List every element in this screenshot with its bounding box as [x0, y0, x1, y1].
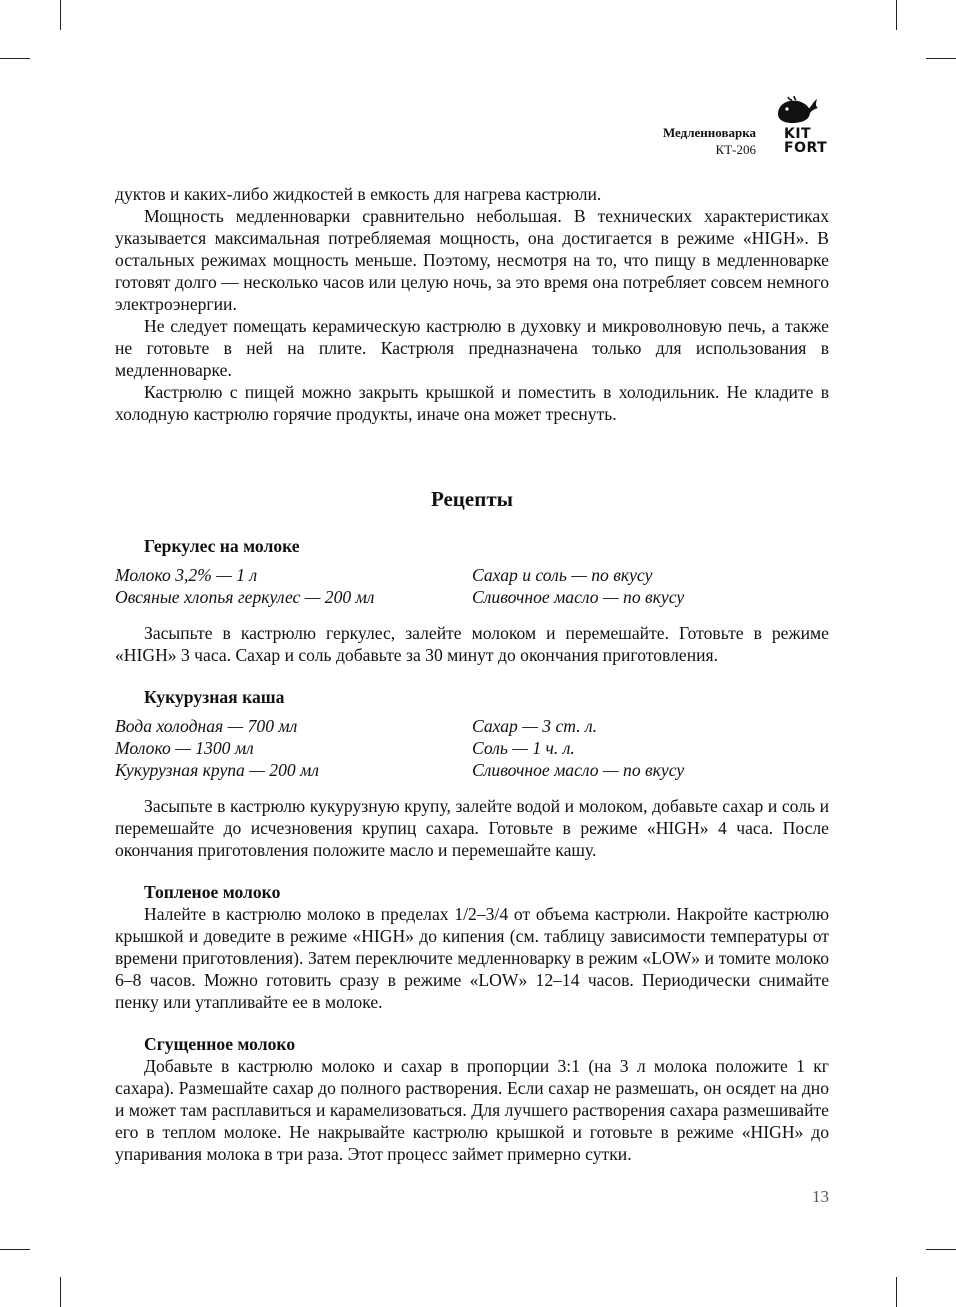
crop-mark — [926, 1249, 956, 1250]
intro-paragraph: Мощность медленноварки сравнительно небольшая. В технических характеристиках указывается максимальная потребляемая мощность, она достигается в режиме «HIGH». В остальных режимах мощность меньше. Поэтому, несмотря на то, что пищу в медленноварке готовят долго — несколько часов или целую ночь, за это время она потребляет совсем немного электроэнергии. — [115, 206, 829, 314]
recipe-title: Сгущенное молоко — [144, 1034, 296, 1054]
recipe-title: Топленое молоко — [144, 882, 281, 902]
header-text — [663, 124, 756, 158]
crop-mark — [60, 1277, 61, 1307]
recipe-text: Налейте в кастрюлю молоко в пределах 1/2–3/4 от объема кастрюли. Накройте кастрюлю крышкой и доведите в режиме «HIGH» до кипения (см. таблицу зависимости температуры от времени приготовления). Затем переключите медленноварку в режим «LOW» и томите молоко 6–8 часов. Можно готовить сразу в режиме «LOW» 12–14 часов. Периодически снимайте пенку или утапливайте ее в молоке. — [115, 904, 829, 1012]
crop-mark — [0, 1249, 30, 1250]
ingredient: Сахар — 3 ст. л. — [472, 716, 598, 736]
ingredient: Соль — 1 ч. л. — [472, 738, 575, 758]
recipe-title: Кукурузная каша — [144, 687, 285, 707]
ingredients-left — [115, 715, 472, 781]
recipe-text: Засыпьте в кастрюлю кукурузную крупу, залейте водой и молоком, добавьте сахар и соль и перемешайте до исчезновения крупиц сахара. Готовьте в режиме «HIGH» 4 часа. После окончания приготовления положите масло и перемешайте кашу. — [115, 796, 829, 860]
ingredients-list — [115, 564, 829, 608]
ingredient: Сливочное масло — по вкусу — [472, 587, 685, 607]
ingredients-left — [115, 564, 472, 608]
ingredient: Вода холодная — 700 мл — [115, 716, 298, 736]
crop-mark — [926, 58, 956, 59]
ingredients-right — [472, 715, 829, 781]
page-header — [663, 96, 830, 158]
ingredient: Сливочное масло — по вкусу — [472, 760, 685, 780]
crop-mark — [0, 58, 30, 59]
whale-icon — [774, 96, 820, 124]
crop-mark — [896, 1277, 897, 1307]
intro-paragraph: Кастрюлю с пищей можно закрыть крышкой и поместить в холодильник. Не кладите в холодную кастрюлю горячие продукты, иначе она может треснуть. — [115, 382, 829, 424]
recipe-title: Геркулес на молоке — [144, 536, 300, 556]
section-title: Рецепты — [430, 487, 514, 511]
kitfort-logo — [766, 96, 830, 155]
intro-paragraph: дуктов и каких-либо жидкостей в емкость для нагрева кастрюли. — [115, 184, 602, 204]
logo-line2: FORT — [784, 140, 828, 156]
page-content — [115, 183, 829, 1165]
logo-line1: KIT — [784, 126, 812, 142]
intro-paragraph: Не следует помещать керамическую кастрюлю в духовку и микроволновую печь, а также не готовьте в ней на плите. Кастрюля предназначена только для использования в медленноварке. — [115, 316, 829, 380]
ingredient: Кукурузная крупа — 200 мл — [115, 760, 319, 780]
ingredients-list — [115, 715, 829, 781]
ingredient: Молоко 3,2% — 1 л — [115, 565, 258, 585]
crop-mark — [60, 0, 61, 30]
page-number: 13 — [812, 1187, 829, 1206]
ingredient: Овсяные хлопья геркулес — 200 мл — [115, 587, 375, 607]
ingredient: Молоко — 1300 мл — [115, 738, 254, 758]
header-model: КТ-206 — [715, 142, 756, 157]
header-title: Медленноварка — [662, 125, 756, 140]
ingredient: Сахар и соль — по вкусу — [472, 565, 653, 585]
ingredients-right — [472, 564, 829, 608]
logo-text — [784, 127, 827, 155]
recipe-text: Добавьте в кастрюлю молоко и сахар в пропорции 3:1 (на 3 л молока положите 1 кг сахара). Размешайте сахар до полного растворения. Если сахар не размешать, он осядет на дно и может там расплавиться и карамелизоваться. Для лучшего растворения сахара размешивайте его в теплом молоке. Не накрывайте кастрюлю крышкой и готовьте в режиме «HIGH» до упаривания молока в три раза. Этот процесс займет примерно сутки. — [115, 1056, 829, 1164]
recipe-text: Засыпьте в кастрюлю геркулес, залейте молоком и перемешайте. Готовьте в режиме «HIGH» 3 часа. Сахар и соль добавьте за 30 минут до окончания приготовления. — [115, 623, 829, 665]
crop-mark — [896, 0, 897, 30]
